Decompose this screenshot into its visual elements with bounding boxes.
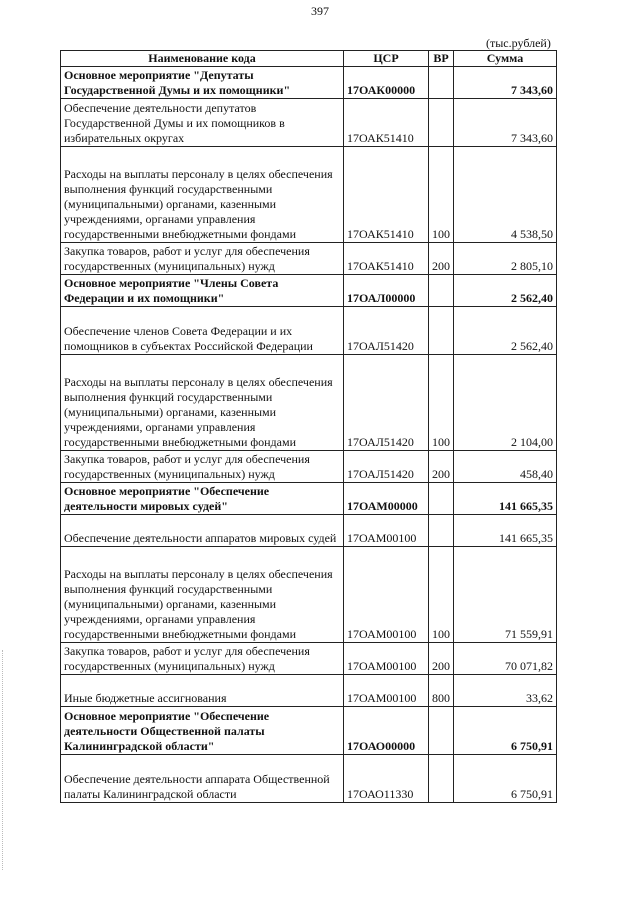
- row-vr: [429, 483, 454, 515]
- row-csr: 17ОАО00000: [344, 707, 429, 755]
- row-vr: [429, 275, 454, 307]
- header-vr: ВР: [429, 51, 454, 67]
- row-name: Расходы на выплаты персоналу в целях обеспечения выполнения функций государственными (муниципальными) органами, казенными учреждениями, органами управления государственными внебюджетными фондами: [61, 355, 344, 451]
- table-row: [61, 67, 557, 99]
- row-name: Обеспечение деятельности аппаратов мировых судей: [61, 515, 344, 547]
- row-vr: 100: [429, 355, 454, 451]
- row-name: Закупка товаров, работ и услуг для обеспечения государственных (муниципальных) нужд: [61, 643, 344, 675]
- table-row: [61, 99, 557, 147]
- row-csr: 17ОАМ00000: [344, 483, 429, 515]
- table-row: [61, 451, 557, 483]
- table-row: [61, 547, 557, 643]
- row-vr: 100: [429, 547, 454, 643]
- row-sum: 2 562,40: [454, 307, 557, 355]
- row-name: Обеспечение членов Совета Федерации и их помощников в субъектах Российской Федерации: [61, 307, 344, 355]
- header-csr: ЦСР: [344, 51, 429, 67]
- row-name: Закупка товаров, работ и услуг для обеспечения государственных (муниципальных) нужд: [61, 451, 344, 483]
- row-csr: 17ОАК51410: [344, 243, 429, 275]
- table-row: [61, 755, 557, 803]
- row-name: Иные бюджетные ассигнования: [61, 675, 344, 707]
- units-label: (тыс.рублей): [486, 36, 551, 50]
- row-csr: 17ОАК51410: [344, 147, 429, 243]
- row-vr: 800: [429, 675, 454, 707]
- row-vr: [429, 707, 454, 755]
- row-name: Обеспечение деятельности аппарата Общественной палаты Калининградской области: [61, 755, 344, 803]
- table-row: [61, 483, 557, 515]
- table-row: [61, 515, 557, 547]
- row-sum: 2 104,00: [454, 355, 557, 451]
- table-row: [61, 355, 557, 451]
- row-csr: 17ОАМ00100: [344, 515, 429, 547]
- row-vr: [429, 515, 454, 547]
- row-csr: 17ОАК00000: [344, 67, 429, 99]
- row-vr: [429, 67, 454, 99]
- row-name: Основное мероприятие "Обеспечение деятельности мировых судей": [61, 483, 344, 515]
- scan-margin-mark: [2, 650, 4, 870]
- table-row: [61, 643, 557, 675]
- row-sum: 2 562,40: [454, 275, 557, 307]
- table-header-row: [61, 51, 557, 67]
- table-row: [61, 675, 557, 707]
- row-vr: 100: [429, 147, 454, 243]
- row-name: Основное мероприятие "Члены Совета Федерации и их помощники": [61, 275, 344, 307]
- row-vr: [429, 307, 454, 355]
- table-row: [61, 307, 557, 355]
- header-name: Наименование кода: [61, 51, 344, 67]
- row-csr: 17ОАЛ51420: [344, 355, 429, 451]
- row-vr: 200: [429, 643, 454, 675]
- row-sum: 141 665,35: [454, 515, 557, 547]
- header-sum: Сумма: [454, 51, 557, 67]
- table-row: [61, 275, 557, 307]
- row-sum: 6 750,91: [454, 707, 557, 755]
- row-vr: 200: [429, 243, 454, 275]
- row-csr: 17ОАЛ51420: [344, 451, 429, 483]
- row-csr: 17ОАК51410: [344, 99, 429, 147]
- row-name: Закупка товаров, работ и услуг для обеспечения государственных (муниципальных) нужд: [61, 243, 344, 275]
- row-name: Обеспечение деятельности депутатов Государственной Думы и их помощников в избирательных округах: [61, 99, 344, 147]
- row-sum: 70 071,82: [454, 643, 557, 675]
- row-sum: 4 538,50: [454, 147, 557, 243]
- row-sum: 7 343,60: [454, 67, 557, 99]
- row-csr: 17ОАМ00100: [344, 547, 429, 643]
- row-csr: 17ОАМ00100: [344, 675, 429, 707]
- row-sum: 6 750,91: [454, 755, 557, 803]
- row-sum: 2 805,10: [454, 243, 557, 275]
- row-csr: 17ОАЛ51420: [344, 307, 429, 355]
- page-number: 397: [311, 4, 329, 18]
- table-row: [61, 147, 557, 243]
- table-row: [61, 707, 557, 755]
- row-name: Расходы на выплаты персоналу в целях обеспечения выполнения функций государственными (муниципальными) органами, казенными учреждениями, органами управления государственными внебюджетными фондами: [61, 147, 344, 243]
- row-name: Основное мероприятие "Обеспечение деятельности Общественной палаты Калининградской области": [61, 707, 344, 755]
- row-name: Расходы на выплаты персоналу в целях обеспечения выполнения функций государственными (муниципальными) органами, казенными учреждениями, органами управления государственными внебюджетными фондами: [61, 547, 344, 643]
- row-vr: 200: [429, 451, 454, 483]
- row-sum: 458,40: [454, 451, 557, 483]
- row-sum: 33,62: [454, 675, 557, 707]
- budget-table: [60, 50, 557, 803]
- row-sum: 141 665,35: [454, 483, 557, 515]
- row-vr: [429, 99, 454, 147]
- row-csr: 17ОАО11330: [344, 755, 429, 803]
- row-name: Основное мероприятие "Депутаты Государственной Думы и их помощники": [61, 67, 344, 99]
- row-vr: [429, 755, 454, 803]
- row-sum: 71 559,91: [454, 547, 557, 643]
- row-csr: 17ОАЛ00000: [344, 275, 429, 307]
- table-row: [61, 243, 557, 275]
- row-csr: 17ОАМ00100: [344, 643, 429, 675]
- row-sum: 7 343,60: [454, 99, 557, 147]
